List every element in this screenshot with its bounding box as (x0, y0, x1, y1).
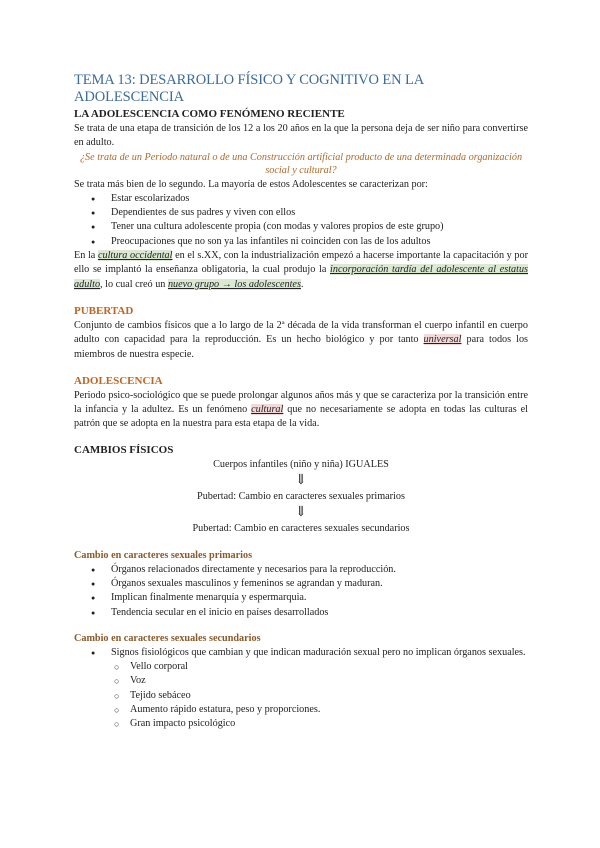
list-item: ● Órganos relacionados directamente y necesarios para la reproducción. (74, 563, 528, 577)
text-run: que no necesariamente se adopta en todas las culturas el patrón que se adopta en la nuestra para esta etapa de la vida. (74, 404, 528, 430)
sub-list-item: ○ Tejido sebáceo (74, 689, 528, 703)
down-arrow-icon: ⇓ (295, 473, 307, 489)
section-heading-pubertad: PUBERTAD (74, 304, 134, 317)
down-arrow-icon: ⇓ (295, 505, 307, 521)
text-run: , lo cual creó un (100, 278, 168, 290)
list-item: ● Preocupaciones que no son ya las infantiles ni coinciden con las de los adultos (74, 235, 528, 249)
highlight-cultural: cultural (251, 404, 284, 416)
list-item: ● Implican finalmente menarquía y espermarquia. (74, 591, 528, 605)
answer-paragraph: Se trata más bien de lo segundo. La mayoría de estos Adolescentes se caracterizan por: (74, 178, 428, 190)
pubertad-paragraph (74, 319, 528, 362)
sub-list-item: ○ Gran impacto psicológico (74, 717, 528, 731)
flow-step: Cuerpos infantiles (niño y niña) IGUALES (213, 458, 389, 470)
characteristics-list (74, 192, 528, 249)
secundarios-sublist (74, 660, 528, 731)
sub-list-item: ○ Voz (74, 674, 528, 688)
list-item: ● Estar escolarizados (74, 192, 528, 206)
closing-paragraph (74, 249, 528, 292)
list-item: ● Tener una cultura adolescente propia (con modas y valores propios de este grupo) (74, 220, 528, 234)
primarios-list (74, 563, 528, 620)
list-item: ● Dependientes de sus padres y viven con ellos (74, 206, 528, 220)
document-title: TEMA 13: DESARROLLO FÍSICO Y COGNITIVO EN LA ADOLESCENCIA (74, 72, 424, 105)
text-run: En la (74, 250, 98, 262)
flow-step: Pubertad: Cambio en caracteres sexuales primarios (197, 491, 405, 503)
secundarios-list (74, 646, 528, 660)
document-page (74, 72, 528, 732)
question-paragraph: ¿Se trata de un Periodo natural o de una Construcción artificial producto de una determinada organización social y cultural? (79, 151, 523, 177)
section-heading-adolescencia: ADOLESCENCIA (74, 374, 163, 387)
sub-list-item: ○ Aumento rápido estatura, peso y proporciones. (74, 703, 528, 717)
section-heading-secundarios: Cambio en caracteres sexuales secundarios (74, 632, 261, 644)
text-run: Conjunto de cambios físicos que a lo largo de la 2ª década de la vida transforman el cuerpo infantil en cuerpo adulto con capacidad para la reproducción. Es un hecho biológico y por tanto (74, 319, 528, 346)
section-heading-cambios: CAMBIOS FÍSICOS (74, 443, 174, 456)
text-run: para todos los miembros de nuestra especie. (74, 334, 529, 360)
section-heading-fenomeno: LA ADOLESCENCIA COMO FENÓMENO RECIENTE (74, 108, 345, 120)
text-run: Periodo psico-sociológico que se puede prolongar algunos años más y que se caracteriza por la transición entre la infancia y la adultez. Es un fenómeno (74, 389, 528, 416)
highlight-incorporacion: incorporación tardía del adolescente al estatus adulto (74, 264, 529, 290)
highlight-nuevo-grupo: nuevo grupo → los adolescentes (167, 278, 301, 290)
flow-step: Pubertad: Cambio en caracteres sexuales secundarios (192, 523, 410, 535)
text-run: en el s.XX, con la industrialización empezó a hacerse importante la capacitación y por ello se implantó la enseñanza obligatoria, la cual produjo la (74, 250, 528, 276)
adolescencia-paragraph (74, 389, 528, 432)
highlight-universal: universal (423, 334, 462, 346)
sub-list-item: ○ Vello corporal (74, 660, 528, 674)
text-run: . (300, 278, 304, 290)
highlight-cultura-occidental: cultura occidental (97, 250, 173, 262)
intro-paragraph: Se trata de una etapa de transición de los 12 a los 20 años en la que la persona deja de ser niño para convertirse en adulto. (74, 123, 528, 149)
list-item: ● Signos fisiológicos que cambian y que indican maduración sexual pero no implican órganos sexuales. (74, 646, 528, 660)
list-item: ● Tendencia secular en el inicio en países desarrollados (74, 606, 528, 620)
section-heading-primarios: Cambio en caracteres sexuales primarios (74, 549, 253, 561)
list-item: ● Órganos sexuales masculinos y femeninos se agrandan y maduran. (74, 577, 528, 591)
